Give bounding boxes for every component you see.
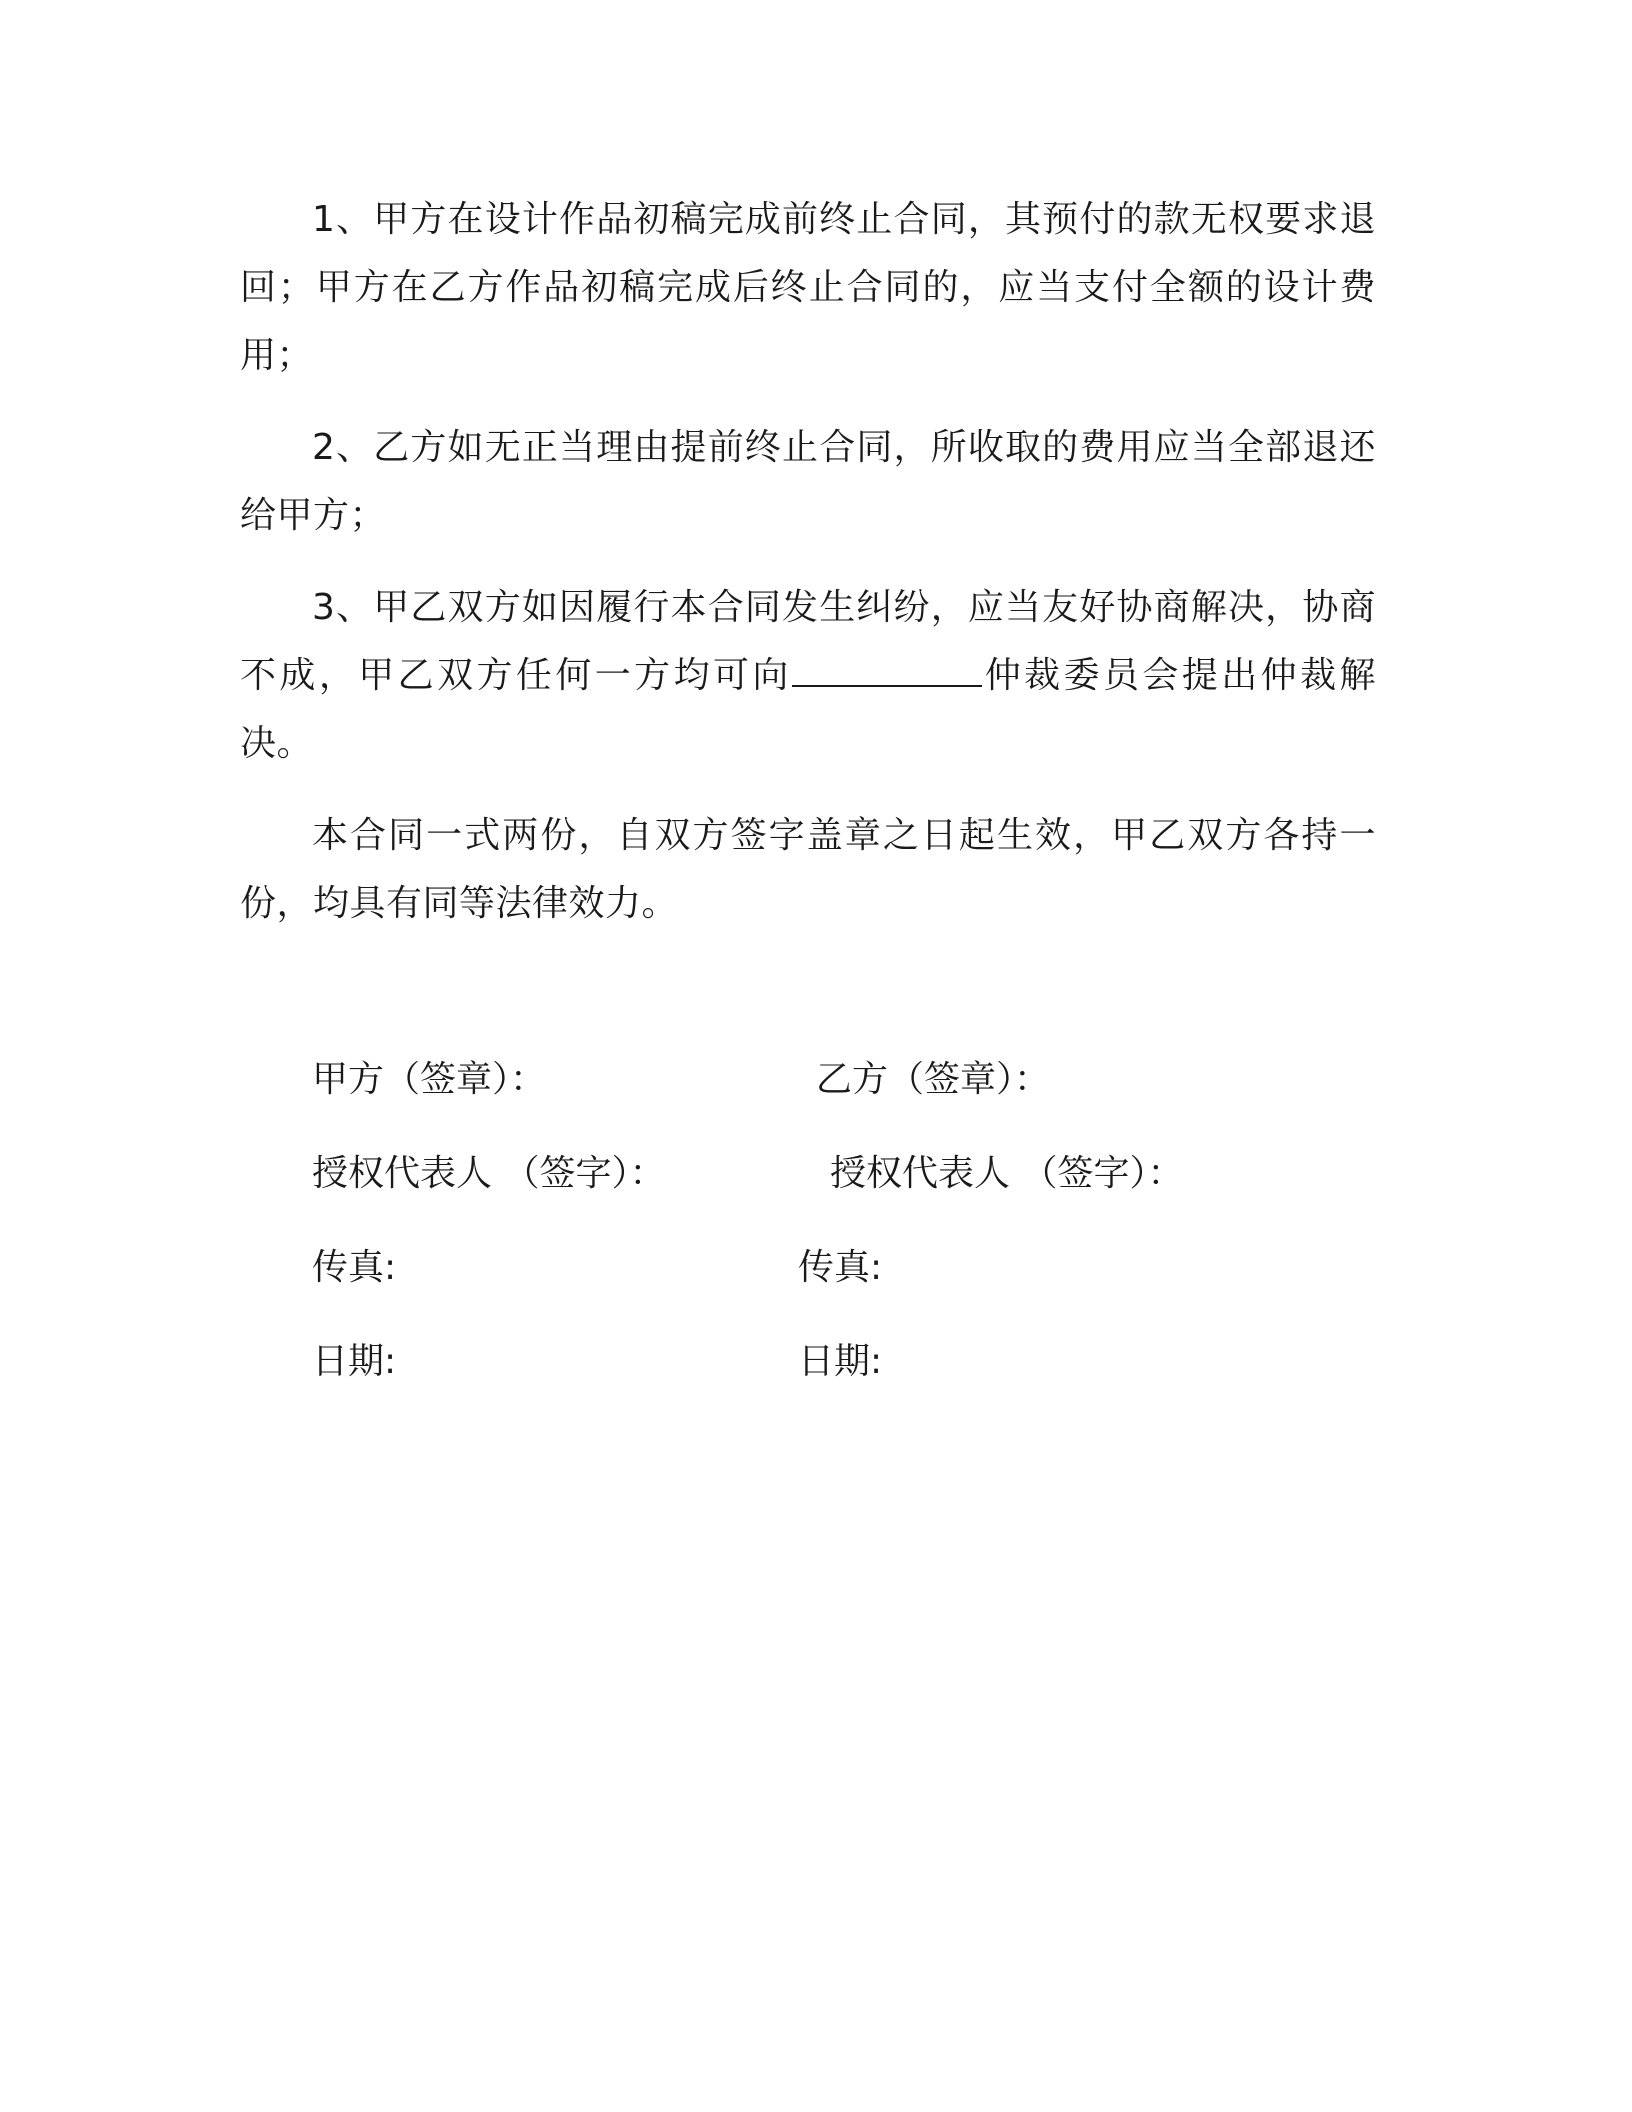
signature-row-date bbox=[312, 1332, 1312, 1426]
contract-body bbox=[240, 186, 1376, 962]
party-b-date-label: 日期: bbox=[798, 1341, 883, 1382]
signature-row-seal bbox=[312, 1050, 1312, 1144]
party-b-fax-label: 传真: bbox=[798, 1247, 883, 1288]
signature-block bbox=[312, 1050, 1312, 1426]
signature-row-fax bbox=[312, 1238, 1312, 1332]
arbitration-blank bbox=[792, 655, 982, 687]
party-b-seal-label: 乙方（签章）： bbox=[816, 1059, 1051, 1100]
clause-1: 1、甲方在设计作品初稿完成前终止合同，其预付的款无权要求退回；甲方在乙方作品初稿完成后终止合同的，应当支付全额的设计费用； bbox=[240, 199, 1376, 376]
effect-clause: 本合同一式两份，自双方签字盖章之日起生效，甲乙双方各持一份，均具有同等法律效力。 bbox=[240, 815, 1376, 924]
party-a-representative-label: 授权代表人 （签字）： bbox=[312, 1153, 666, 1194]
party-b-representative-label: 授权代表人 （签字）： bbox=[830, 1153, 1184, 1194]
clause-2: 2、乙方如无正当理由提前终止合同，所收取的费用应当全部退还给甲方； bbox=[240, 427, 1376, 536]
party-a-date-label: 日期: bbox=[312, 1341, 397, 1382]
clause-3 bbox=[240, 574, 1376, 778]
party-a-seal-label: 甲方（签章）： bbox=[312, 1059, 547, 1100]
party-a-fax-label: 传真: bbox=[312, 1247, 397, 1288]
clause-3-before: 3、甲乙双方如因履行本合同发生纠纷，应当友好协商解决，协商不成，甲乙双方任何一方均可向 bbox=[240, 587, 1376, 696]
signature-row-representative bbox=[312, 1144, 1312, 1238]
clause-3-after: 仲裁委员会提出仲裁解决。 bbox=[240, 655, 1376, 764]
